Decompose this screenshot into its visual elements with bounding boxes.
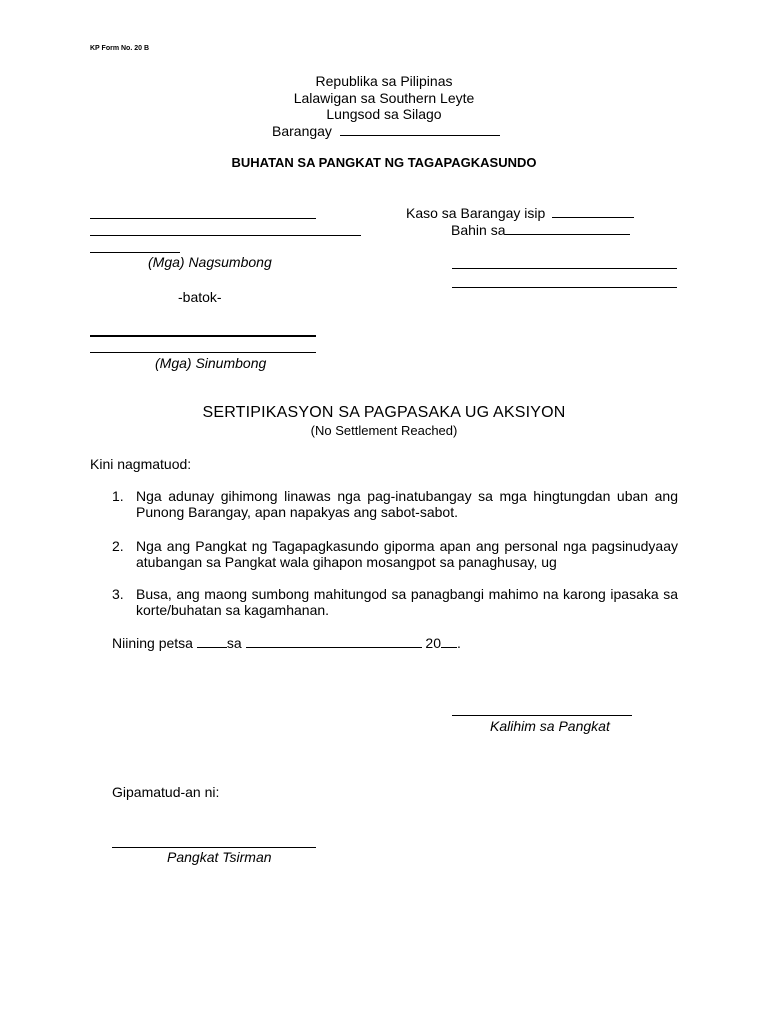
list-item-1 — [112, 488, 678, 520]
header-republic: Republika sa Pilipinas — [315, 73, 453, 89]
secretary-signature-line[interactable] — [452, 715, 632, 716]
office-title: BUHATAN SA PANGKAT NG TAGAPAGKASUNDO — [231, 155, 537, 170]
case-number-label: Kaso sa Barangay isip — [406, 205, 546, 221]
case-for-line-3[interactable] — [452, 287, 677, 288]
case-number-blank[interactable] — [552, 205, 634, 218]
item-number: 1. — [112, 488, 124, 504]
case-number-row — [406, 205, 634, 221]
header-province: Lalawigan sa Southern Leyte — [293, 90, 475, 106]
item-number: 2. — [112, 538, 124, 554]
day-blank[interactable] — [197, 635, 227, 648]
list-item-2 — [112, 538, 678, 570]
respondent-line-1[interactable] — [90, 335, 316, 337]
case-for-line-2[interactable] — [452, 268, 677, 269]
chairman-label: Pangkat Tsirman — [167, 849, 272, 865]
case-for-blank[interactable] — [505, 222, 630, 235]
case-for-label: Bahin sa — [451, 222, 506, 238]
intro-text: Kini nagmatuod: — [90, 456, 192, 472]
year-prefix: 20 — [425, 635, 441, 651]
item-text: Nga adunay gihimong linawas nga pag-inatubangay sa mga hingtungdan uban ang Punong Barangay, apan napakyas ang sabot-sabot. — [136, 488, 678, 520]
year-blank[interactable] — [441, 635, 457, 648]
complainant-line-3[interactable] — [90, 252, 180, 253]
date-end: . — [456, 635, 461, 651]
complainant-label: (Mga) Nagsumbong — [148, 254, 272, 270]
month-blank[interactable] — [246, 635, 422, 648]
versus-label: -batok- — [178, 289, 222, 305]
list-item-3 — [112, 586, 678, 618]
header-city: Lungsod sa Silago — [326, 106, 442, 122]
certificate-subtitle: (No Settlement Reached) — [310, 423, 458, 438]
date-sa: sa — [226, 635, 242, 651]
secretary-label: Kalihim sa Pangkat — [490, 718, 610, 734]
respondent-line-2[interactable] — [90, 352, 316, 353]
attested-label: Gipamatud-an ni: — [112, 784, 220, 800]
item-text: Nga ang Pangkat ng Tagapagkasundo giporma apan ang personal nga pagsinudyaay atubangan sa Pangkat wala gihapon mosangpot sa panaghusay, ug — [136, 538, 678, 570]
chairman-signature-line[interactable] — [112, 847, 316, 848]
complainant-line-2[interactable] — [90, 235, 361, 236]
date-label: Niining petsa — [112, 635, 193, 651]
barangay-row — [272, 123, 500, 139]
form-number: KP Form No. 20 B — [90, 45, 149, 52]
date-row — [112, 635, 461, 651]
barangay-label: Barangay — [272, 123, 332, 139]
item-number: 3. — [112, 586, 124, 602]
case-for-row — [451, 222, 630, 238]
certificate-title: SERTIPIKASYON SA PAGPASAKA UG AKSIYON — [202, 404, 566, 421]
complainant-line-1[interactable] — [90, 218, 316, 219]
respondent-label: (Mga) Sinumbong — [155, 355, 267, 371]
item-text: Busa, ang maong sumbong mahitungod sa panagbangi mahimo na karong ipasaka sa korte/buhatan sa kagamhanan. — [136, 586, 678, 618]
barangay-blank[interactable] — [340, 123, 500, 136]
